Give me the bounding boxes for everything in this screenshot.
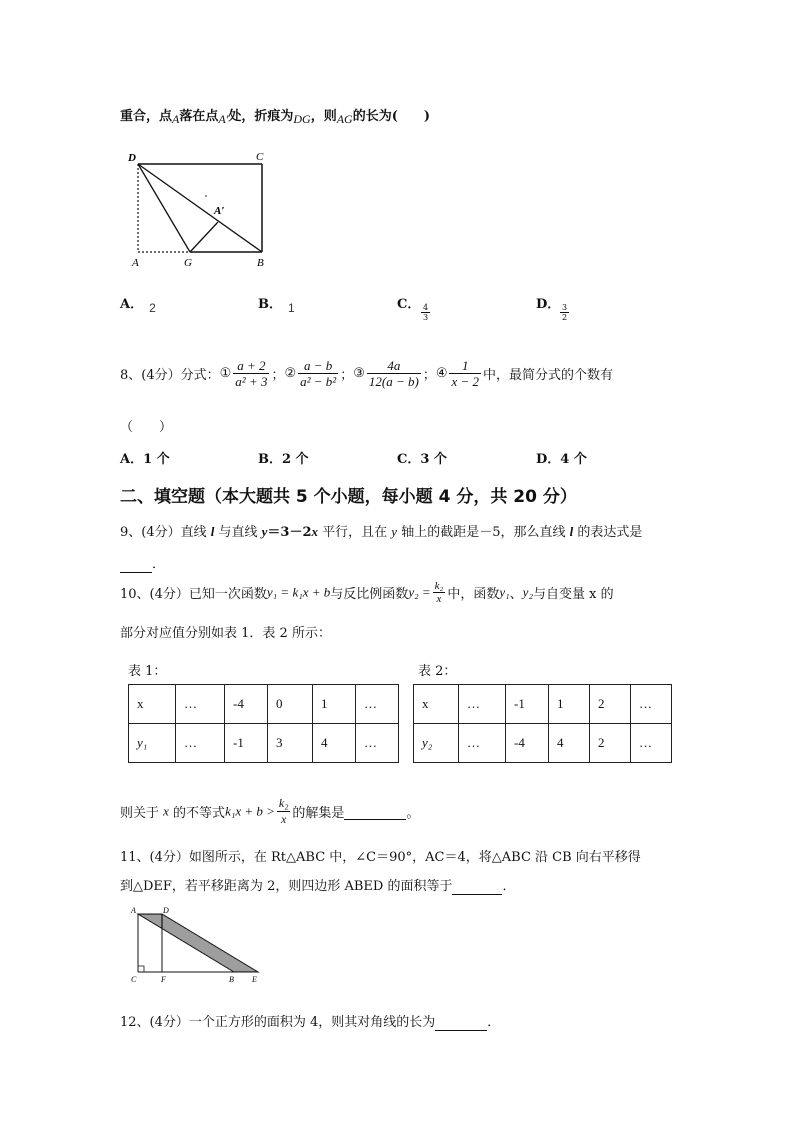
label-a-prime: A′ — [214, 205, 225, 217]
q11-line1: 11、(4分）如图所示，在 Rt△ABC 中，∠C＝90°，AC＝4，将△ABC 沿 CB 向右平移得 — [120, 850, 641, 865]
table-2 — [413, 684, 672, 763]
q7-option-b[interactable]: B． 1 — [258, 297, 295, 315]
fraction-1: $\frac{a + 2}{\text{a² + 3}}$ — [235, 358, 268, 389]
table1-caption: 表 1： — [128, 664, 167, 679]
q12-stem: 12、(4分）一个正方形的面积为 4，则其对角线的长为 ． — [120, 1015, 501, 1030]
q7-option-d[interactable]: D． $\frac{3}{2}$ — [536, 297, 568, 322]
label-c: C — [256, 151, 264, 163]
q8-option-d[interactable]: D．4 个 — [536, 452, 587, 467]
q7-option-c[interactable]: C． $\frac{4}{3}$ — [397, 297, 429, 322]
section-2-title: 二、填空题（本大题共 5 个小题，每小题 4 分，共 20 分） — [120, 487, 577, 507]
table-row: y₁ … -1 3 4 … — [129, 724, 399, 763]
table-1 — [128, 684, 399, 763]
q11-answer-blank[interactable] — [452, 879, 502, 895]
table-row: x … -1 1 2 … — [414, 685, 672, 724]
table2-caption: 表 2： — [418, 664, 457, 679]
q8-option-c[interactable]: C．3 个 — [397, 452, 447, 467]
q7-option-a[interactable]: A． 2 — [120, 297, 156, 315]
q11-triangle-figure — [128, 904, 268, 988]
label-b: B — [257, 257, 264, 269]
table-row: x … -4 0 1 … — [129, 685, 399, 724]
fraction-4: $\frac{1}{x - 2}$ — [451, 358, 480, 389]
fraction-2: $\frac{a - b}{\text{a² − b²}}$ — [300, 358, 337, 389]
label-f: F — [161, 975, 166, 984]
q7-line: 重合，点A落在点A′处，折痕为DG，则AG的长为( ) — [120, 109, 431, 126]
q8-stem: 8、(4分）分式：① $\frac{a + 2}{\text{a² + 3}}$ ；② $\frac{a - b}{\text{a² − b²}}$ ；③ $\frac{4a}{12(a - b)}$ ；④ $\frac{1}{x - 2}$ 中，最简分式的个数有 — [120, 358, 614, 389]
q12-answer-blank[interactable] — [435, 1015, 487, 1031]
label-b: B — [229, 975, 234, 984]
q10-inequality: 则关于 x 的不等式k₁x + b > $\frac{\text{k₂}}{x}$ 的解集是 。 — [120, 796, 420, 826]
label-a: A — [132, 257, 139, 269]
label-g: G — [184, 257, 192, 269]
q8-paren: （ ） — [120, 420, 173, 435]
label-c: C — [131, 975, 137, 984]
fraction-3: $\frac{4a}{12(a - b)}$ — [368, 358, 419, 389]
table-row: y₂ … -4 4 2 … — [414, 724, 672, 763]
label-d: D — [128, 152, 136, 164]
q9-stem: 9、(4分）直线 l 与直线 y＝3－2x 平行，且在 y 轴上的截距是－5，那么直线 l 的表达式是 — [120, 524, 643, 540]
q9-answer-blank[interactable]: ． — [120, 553, 165, 573]
label-e: E — [252, 975, 257, 984]
q8-option-b[interactable]: B．2 个 — [258, 452, 309, 467]
q10-answer-blank[interactable] — [344, 804, 406, 820]
label-d: D — [163, 906, 169, 915]
q8-option-a[interactable]: A．1 个 — [120, 452, 170, 467]
q11-line2: 到△DEF，若平移距离为 2，则四边形 ABED 的面积等于 ． — [120, 879, 516, 894]
q7-rectangle-figure — [126, 150, 271, 270]
label-a: A — [131, 906, 136, 915]
q10-stem: 10、(4分）已知一次函数y₁ = k₁x + b与反比例函数y₂ = $\frac{\text{k₂}}{x}$ 中，函数y₁、y₂与自变量 x 的 — [120, 580, 614, 605]
q10-line2: 部分对应值分别如表 1．表 2 所示： — [120, 626, 331, 641]
